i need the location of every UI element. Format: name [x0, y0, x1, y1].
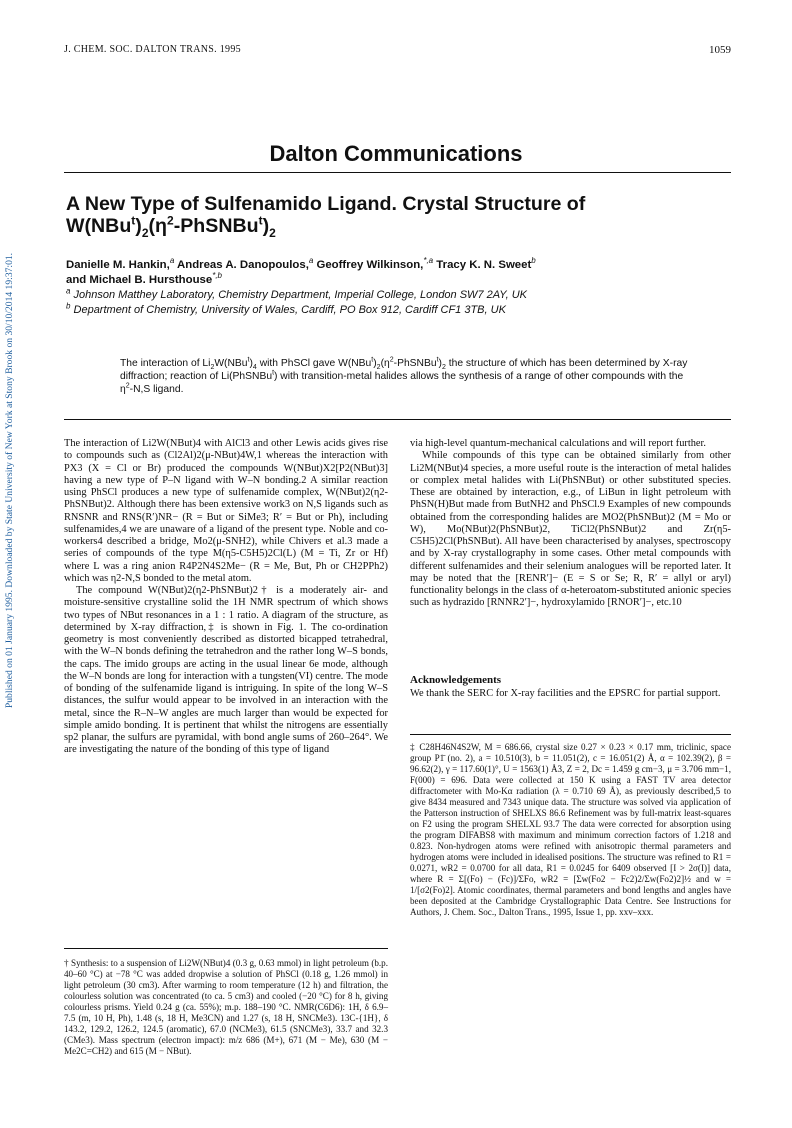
body-paragraph-1: The interaction of Li2W(NBut)4 with AlCl3 and other Lewis acids gives rise to compounds such as (Cl2Al)2(μ-NBut)4W,1 whereas the interaction with PX3 (X = Cl or Br) produced the compounds W(NBut)X2[P2(NBut)3] having a new type of P–N ligand with W–N bonding.2 A similar reaction using PhSCl produces a new type of sulfenamide complex, W(NBut)2(η2-PhSNBut)2. Although there has been extensive work3 on N,S ligands such as RNSNR and RNS(R′)NR− (R = But or SiMe3; R′ = But or Ph), including sulfenamides,4 we are unaware of a ligand of the present type. Noble and co-workers4 described a bridge, Mo2(μ-SNH2), while Chivers et al.3 made a series of compounds of the type M(η5-C5H5)2Cl(L) (M = Ti, Zr or Hf) where L was a ring anion R4P2N4S2Me− (R = Me, But, Ph or CH2PPh2) which was η2-N,S bonded to the metal atom.: [64, 438, 388, 584]
article-title: [66, 193, 731, 240]
right-column: [410, 438, 731, 610]
body-paragraph-2: The compound W(NBut)2(η2-PhSNBut)2† is a moderately air- and moisture-sensitive crystalline solid the 1H NMR spectrum of which shows two types of NBut resonances in a 1 : 1 ratio. A diagram of the structure, as determined by X-ray diffraction,‡ is shown in Fig. 1. The co-ordination geometry is most conveniently described as distorted bicapped tetrahedral, with the W–N bonds defining the tetrahedron and the rather long W–S bonds, the caps. The imido groups are acting in the usual linear 6e mode, although the W–N bonds are long for interaction with a tungsten(VI) centre. The mode of bonding of the sulfenamide ligand is intriguing. In spite of the long W–S distances, the sulfur would appear to be involved in an interaction with the metal, since the R–N–W angles are much larger than would be expected for simple amido bonding. It is pertinent that whilst the nitrogens are essentially sp2 planar, the sulfurs are pyramidal, with bond angle sums of 260–264°. We are investigating the nature of the bonding of this type of ligand: [64, 585, 388, 756]
footnote-crystallography: ‡ C28H46N4S2W, M = 686.66, crystal size 0.27 × 0.23 × 0.17 mm, triclinic, space group P1̄ (no. 2), a = 10.510(3), b = 11.051(2), c = 16.051(2) Å, α = 102.39(2), β = 96.62(2), γ = 117.60(1)°, U = 1563(1) Å3, Z = 2, Dc = 1.459 g cm−3, μ = 3.706 mm−1, F(000) = 696. Data were collected at 150 K using a FAST TV area detector diffractometer with Mo-Kα radiation (λ = 0.710 69 Å), as previously described,5 to give 8434 measured and 7343 unique data. The structure was solved via application of the Patterson instruction of SHELXS 86.6 Refinement was by full-matrix least-squares on F2 using the program SHELXL 93.7 The data were corrected for absorption using the program DIFABS8 with maximum and minimum correction factors of 1.218 and 0.823. Non-hydrogen atoms were refined with anisotropic thermal parameters and hydrogen atoms were included in idealised positions. The structure was refined to R1 = 0.0271, wR2 = 0.0700 for all data, R1 = 0.0245 for 6409 observed [I > 2σ(I)] data, where R = Σ[(Fo) − (Fc)]/ΣFo, wR2 = [Σw(Fo2 − Fc2)2/Σw(Fo2)2]½ and w = 1/[σ2(Fo)2]. Atomic coordinates, thermal parameters and bond lengths and angles have been deposited at the Cambridge Crystallographic Data Centre. See Instructions for Authors, J. Chem. Soc., Dalton Trans., 1995, Issue 1, pp. xxv–xxx.: [410, 742, 731, 917]
page-number: 1059: [709, 44, 731, 56]
body-paragraph-3: via high-level quantum-mechanical calculations and will report further.: [410, 438, 707, 449]
running-header: [64, 44, 731, 58]
left-column: [64, 438, 388, 757]
authors-line-2: and Michael B. Hursthouse$^{*,b}$: [66, 271, 223, 286]
top-rule: [64, 172, 731, 173]
acknowledgements-text: We thank the SERC for X-ray facilities and the EPSRC for partial support.: [410, 688, 721, 699]
body-paragraph-4: While compounds of this type can be obtained similarly from other Li2M(NBut)4 species, a more useful route is the interaction of metal halides or complex metal halides with Li(PhSNBut) or other substituted species. These are obtained by interaction, e.g., of LiBun in light petroleum with PhSN(H)But made from ButNH2 and PhSCl.9 Examples of new compounds obtained from the corresponding halides are MO2(PhSNBut)2 (M = Mo or W), Mo(NBut)2(PhSNBut)2, TiCl2(PhSNBut)2 and Zr(η5-C5H5)2Cl(PhSNBut). All have been characterised by analyses, spectroscopy and by X-ray crystallography in some cases. Other metal compounds with different sulfenamides and their selenium analogues will be reported later. It may be noted that the [RENR′]− (E = S or Se; R, R′ = allyl or aryl) functionality belongs in the class of α-heteroatom-substituted anionic species such as hydrazido [RNNR2′]−, hydroxylamido [RNOR′]−, etc.10: [410, 450, 731, 609]
title-line-2: $W(NBu^t)_2(\eta^2-PhSNBu^t)_2$: [66, 213, 276, 240]
author-list: [66, 258, 731, 288]
affiliation-a: $^a$ Johnson Matthey Laboratory, Chemistry Department, Imperial College, London SW7 2AY, UK: [66, 286, 527, 301]
abstract: The interaction of $Li_2W(NBu^t)_4$ with PhSCl gave $W(NBu^t)_2(\eta^2-PhSNBu^t)_2$ the structure of which has been determined by X-ray diffraction; reaction of Li(PhSNBu$^t$) with transition-metal halides allows the synthesis of a range of other compounds with the $\eta^2-N,S$ ligand.: [120, 356, 688, 395]
footnote-synthesis: † Synthesis: to a suspension of Li2W(NBut)4 (0.3 g, 0.63 mmol) in light petroleum (b.p. 40–60 °C) at −78 °C was added dropwise a solution of PhSCl (0.18 g, 1.26 mmol) in light petroleum (30 cm3). After warming to room temperature (12 h) and filtration, the colourless solution was concentrated (to ca. 5 cm3) and cooled (−20 °C) for 8 h, giving colourless prisms. Yield 0.24 g (ca. 55%); m.p. 188–190 °C. NMR(C6D6): 1H, δ 6.9–7.5 (m, 10 H, Ph), 1.48 (s, 18 H, Me3CN) and 1.27 (s, 18 H, SNCMe3). 13C-{1H}, δ 143.2, 129.2, 126.2, 124.5 (aromatic), 67.0 (NCMe3), 61.5 (SNCMe3), 33.7 and 32.3 (CMe3). Mass spectrum (electron impact): m/z 686 (M+), 671 (M − Me), 630 (M − Me2C=CH2) and 615 (M − NBut).: [64, 958, 388, 1056]
affiliation-b: $^b$ Department of Chemistry, University of Wales, Cardiff, PO Box 912, Cardiff CF1 3TB, UK: [66, 301, 506, 316]
abstract-rule: [64, 419, 731, 420]
footnote-rule-left: [64, 948, 388, 949]
authors-line-1: Danielle M. Hankin,$^a$ Andreas A. Danopoulos,$^a$ Geoffrey Wilkinson,$^{*,a}$ Tracy K. N. Sweet$^b$: [66, 256, 536, 271]
section-title: Dalton Communications: [269, 141, 523, 166]
title-line-1: A New Type of Sulfenamido Ligand. Crystal Structure of: [66, 193, 586, 215]
acknowledgements-heading: Acknowledgements: [410, 674, 502, 686]
download-notice: [3, 150, 17, 810]
download-notice-text: Published on 01 January 1995. Downloaded by State University of New York at Stony Brook on 30/10/2014 19:37:01.: [4, 252, 16, 708]
journal-citation: J. CHEM. SOC. DALTON TRANS. 1995: [64, 44, 241, 55]
footnote-rule-right: [410, 734, 731, 735]
